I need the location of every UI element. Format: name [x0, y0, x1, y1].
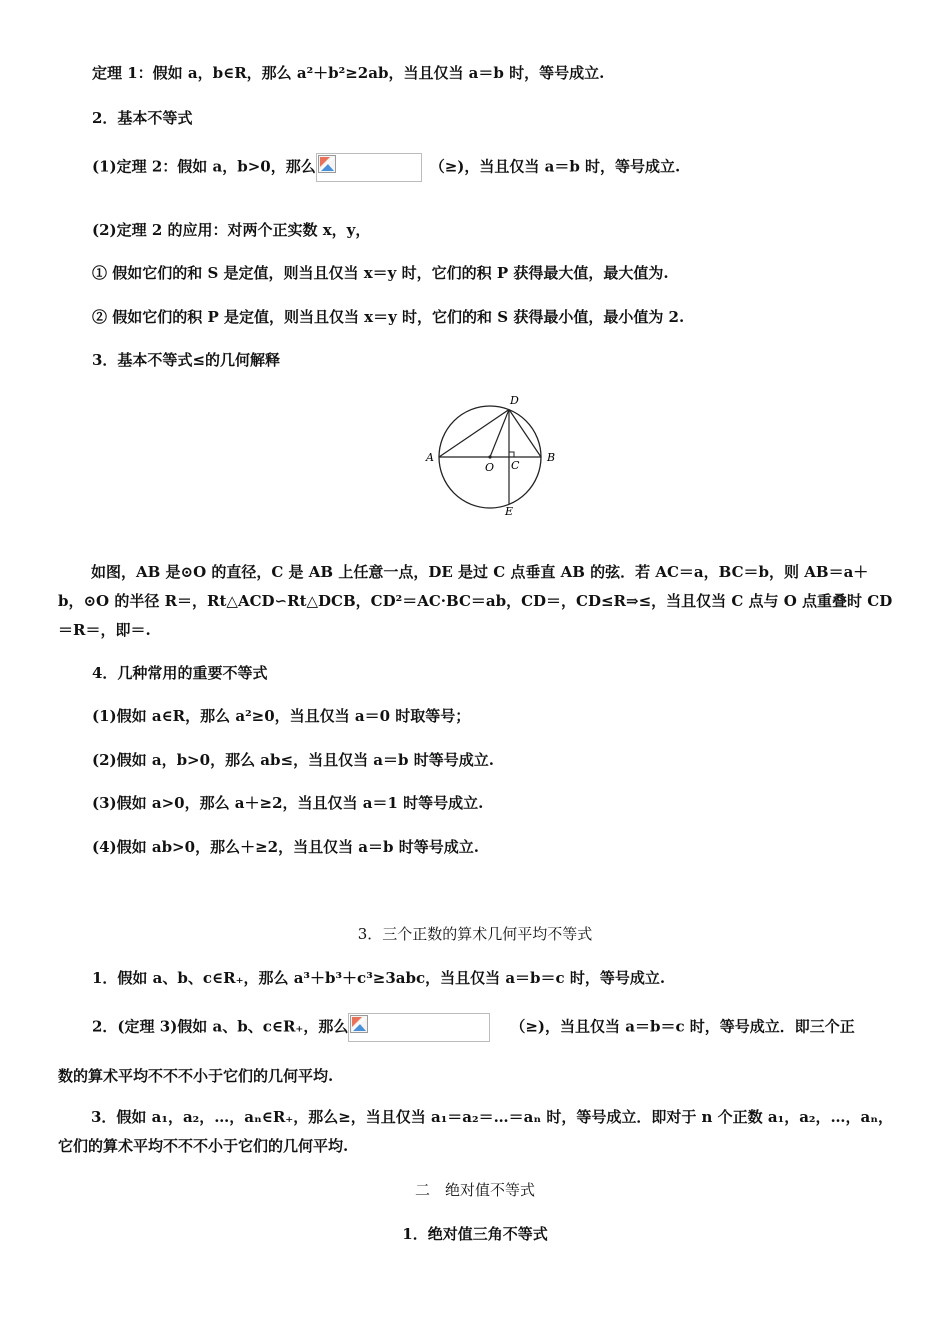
three-means-2	[92, 1013, 855, 1042]
inequality-3: (3)假如 a>0，那么 a＋≥2，当且仅当 a＝1 时等号成立.	[92, 794, 484, 812]
heading-important-inequalities: 4．几种常用的重要不等式	[92, 664, 268, 682]
three-means-1: 1．假如 a、b、c∈R₊，那么 a³＋b³＋c³≥3abc，当且仅当 a＝b＝c 时，等号成立.	[92, 969, 666, 987]
three-means-2-text-pre: 2．(定理 3)假如 a、b、c∈R₊，那么	[92, 1017, 349, 1036]
heading-triangle-inequality: 1．绝对值三角不等式	[402, 1225, 548, 1243]
theorem-2-text-post: （≥)，当且仅当 a＝b 时，等号成立.	[429, 157, 681, 176]
section-title-absolute-value: 二 绝对值不等式	[414, 1181, 535, 1199]
broken-image-icon	[350, 1015, 368, 1033]
right-angle-mark	[509, 452, 514, 457]
broken-image-icon	[318, 155, 336, 173]
theorem-2-text-pre: (1)定理 2：假如 a，b>0，那么	[92, 157, 316, 176]
formula-image-placeholder	[316, 153, 422, 182]
circle-figure	[420, 388, 570, 520]
application-2: ② 假如它们的积 P 是定值，则当且仅当 x＝y 时，它们的和 S 获得最小值，最小值为 2.	[92, 308, 685, 326]
geometric-explanation: 如图，AB 是⊙O 的直径，C 是 AB 上任意一点，DE 是过 C 点垂直 AB 的弦．若 AC＝a，BC＝b，则 AB＝a＋b，⊙O 的半径 R＝，Rt△ACD∽Rt△DCB，CD²＝AC·BC＝ab，CD＝，CD≤R⇒≤，当且仅当 C 点与 O 点重叠时 CD＝R＝，即＝.	[58, 563, 893, 639]
application-1: ① 假如它们的和 S 是定值，则当且仅当 x＝y 时，它们的积 P 获得最大值，最大值为.	[92, 264, 669, 282]
three-means-2-text-post: （≥)，当且仅当 a＝b＝c 时，等号成立．即三个正	[510, 1017, 855, 1036]
inequality-1: (1)假如 a∈R，那么 a²≥0，当且仅当 a＝0 时取等号；	[92, 707, 471, 725]
heading-basic-inequality: 2．基本不等式	[92, 109, 193, 127]
center-dot	[488, 455, 491, 458]
segment-db	[509, 410, 541, 458]
three-means-3: 3．假如 a₁，a₂，…，aₙ∈R₊，那么≥，当且仅当 a₁＝a₂＝…＝aₙ 时，等号成立．即对于 n 个正数 a₁，a₂，…，aₙ，它们的算术平均不不不小于它们的几何平均.	[58, 1108, 893, 1155]
inequality-4: (4)假如 ab>0，那么＋≥2，当且仅当 a＝b 时等号成立.	[92, 838, 479, 856]
heading-geometric-interpretation: 3．基本不等式≤的几何解释	[92, 351, 281, 369]
three-means-2-continued: 数的算术平均不不不小于它们的几何平均.	[58, 1067, 334, 1085]
application-intro: (2)定理 2 的应用：对两个正实数 x，y，	[92, 221, 371, 239]
label-o: O	[485, 461, 495, 474]
label-d: D	[510, 394, 519, 407]
theorem-1: 定理 1：假如 a，b∈R，那么 a²＋b²≥2ab，当且仅当 a＝b 时，等号成立.	[92, 64, 605, 82]
inequality-2: (2)假如 a，b>0，那么 ab≤，当且仅当 a＝b 时等号成立.	[92, 751, 494, 769]
label-b: B	[547, 451, 556, 464]
formula-image-placeholder-2	[348, 1013, 490, 1042]
label-e: E	[505, 505, 514, 518]
section-title-three-means: 3．三个正数的算术几何平均不等式	[357, 925, 593, 943]
segment-ad	[439, 410, 509, 458]
label-a: A	[426, 451, 434, 464]
label-c: C	[511, 459, 520, 472]
theorem-2	[92, 153, 680, 182]
